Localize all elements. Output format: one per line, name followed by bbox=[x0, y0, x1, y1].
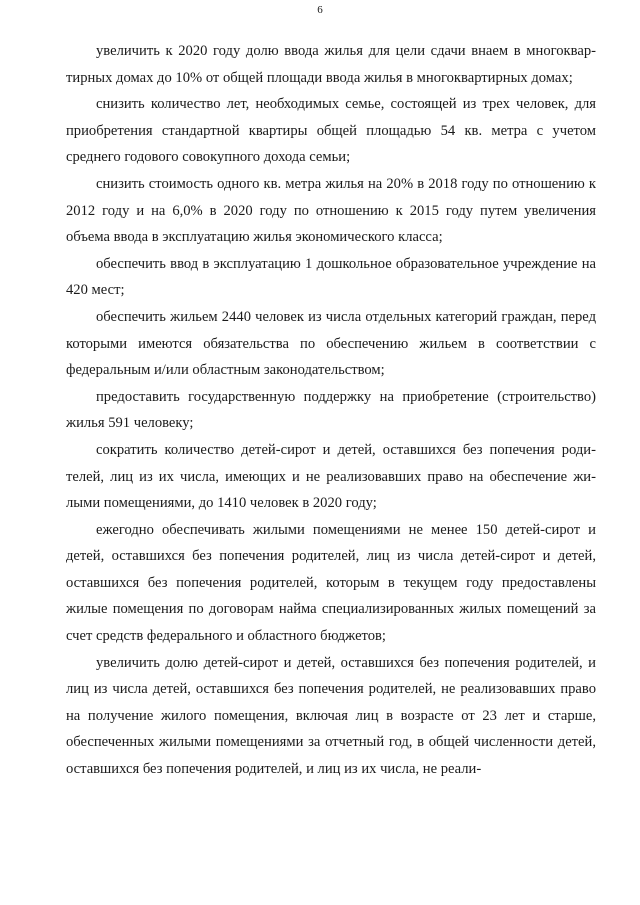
paragraph-cost-per-square-meter: снизить стоимость одного кв. метра жилья на 20% в 2018 году по отношению к 2012 году и на 6,0% в 2020 году по отношению к 2015 году путем увеличения объема ввода в эксплуатацию жилья экономического класса; bbox=[66, 175, 596, 246]
paragraph-orphans-share: увеличить долю детей-сирот и детей, оставшихся без попечения родителей, и лиц из числа детей, оставшихся без попечения родителей, не реализовавших право на получение жилого помещения, включая лиц в возрасте от 23 лет и старше, обеспеченных жилыми помещениями за отчетный год, в общей численности детей, оставшихся без попечения родителей, и лиц из их числа, не реали- bbox=[66, 654, 596, 778]
paragraph-housing-rental-share: увеличить к 2020 году долю ввода жилья для цели сдачи внаем в многоквартирных домах до 10% от общей площади ввода жилья в многоквартирных домах; bbox=[66, 43, 596, 86]
paragraph-years-to-buy-apartment: снизить количество лет, необходимых семье, состоящей из трех человек, для приобретения стандартной квартиры общей площадью 54 кв. метра с учетом среднего годового совокупного дохода семьи; bbox=[66, 96, 596, 166]
document-body bbox=[66, 38, 596, 783]
paragraph-annual-orphans-housing: ежегодно обеспечивать жилыми помещениями не менее 150 детей-сирот и детей, оставшихся без попечения родителей, лиц из числа детей-сирот и детей, оставшихся без попечения родителей, которым в текущем году предоставлены жилые помещения по договорам найма специализированных жилых помещений за счет средств федерального и областного бюджетов; bbox=[66, 521, 596, 645]
paragraph-reduce-orphans-queue: сократить количество детей-сирот и детей, оставшихся без попечения родителей, лиц из их числа, имеющих и не реализовавших право на обеспечение жилыми помещениями, до 1410 человек в 2020 году; bbox=[66, 441, 596, 512]
paragraph-housing-for-categories: обеспечить жильем 2440 человек из числа отдельных категорий граждан, перед которыми имеются обязательства по обеспечению жильем в соответствии с федеральным и/или областным законодательством; bbox=[66, 308, 596, 379]
paragraph-state-support: предоставить государственную поддержку на приобретение (строительство) жилья 591 человеку; bbox=[66, 388, 596, 432]
paragraph-preschool-commissioning: обеспечить ввод в эксплуатацию 1 дошкольное образовательное учреждение на 420 мест; bbox=[66, 255, 596, 299]
page-number: 6 bbox=[317, 4, 323, 16]
